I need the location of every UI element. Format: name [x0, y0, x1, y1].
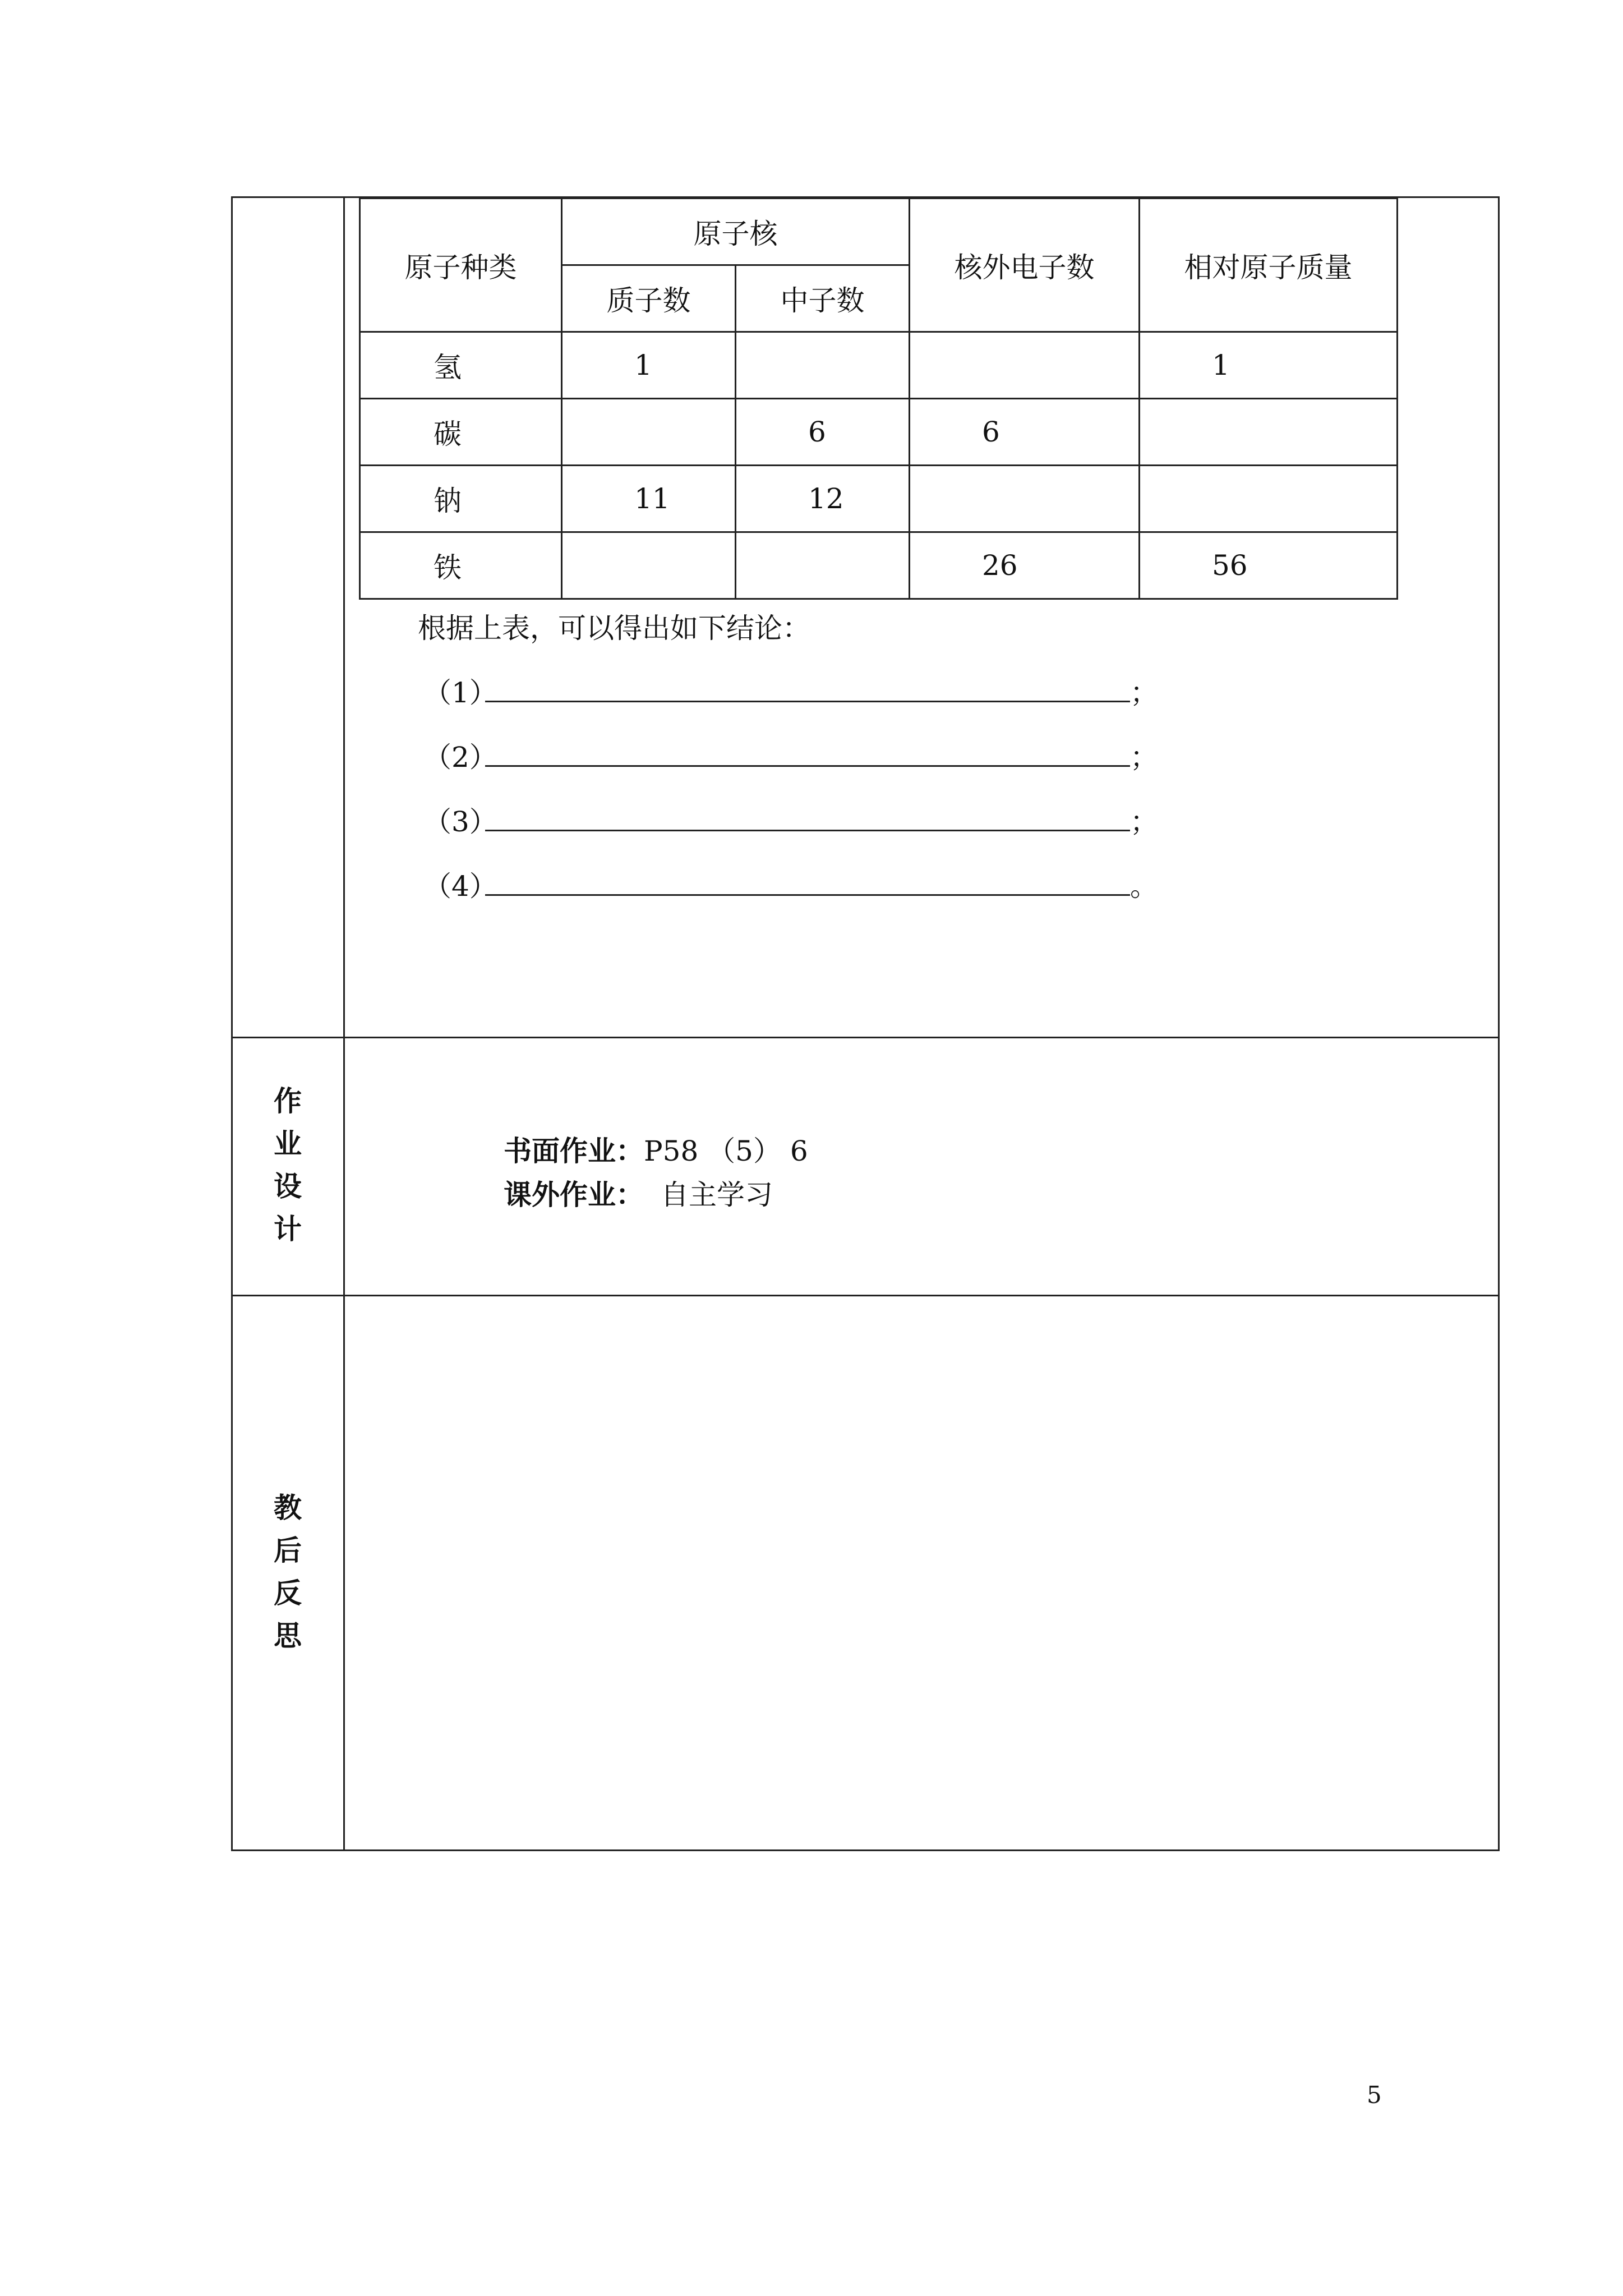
- blank-index: （4）: [423, 870, 497, 903]
- cell-neutrons: [736, 332, 910, 399]
- table-row: [360, 466, 1398, 532]
- label-char: 后: [274, 1534, 302, 1567]
- conclusion-blank-3: [423, 799, 1158, 840]
- cell-protons: [562, 399, 736, 466]
- label-char: 作: [274, 1084, 302, 1117]
- cell-mass: [1140, 399, 1398, 466]
- cell-electrons: 6: [910, 399, 1140, 466]
- header-relative-mass: 相对原子质量: [1140, 199, 1398, 332]
- cell-kind: 铁: [360, 532, 562, 599]
- cell-kind: 氢: [360, 332, 562, 399]
- page-number: 5: [1367, 2081, 1382, 2109]
- cell-neutrons: [736, 532, 910, 599]
- cell-kind: 钠: [360, 466, 562, 532]
- written-homework-value: P58 （5） 6: [644, 1135, 808, 1167]
- cell-mass: 56: [1140, 532, 1398, 599]
- row-divider-homework: [231, 1037, 1500, 1038]
- fill-in-line[interactable]: [485, 830, 1130, 831]
- cell-electrons: 26: [910, 532, 1140, 599]
- header-electrons: 核外电子数: [910, 199, 1140, 332]
- label-char: 设: [274, 1170, 302, 1203]
- label-char: 思: [274, 1619, 302, 1652]
- label-char: 反: [274, 1576, 302, 1609]
- conclusion-intro: 根据上表，可以得出如下结论：: [418, 612, 810, 645]
- extra-homework: [504, 1172, 773, 1213]
- cell-protons: [562, 532, 736, 599]
- blank-end-mark: ；: [1130, 677, 1158, 709]
- written-homework: [504, 1129, 808, 1169]
- header-atom-kind: 原子种类: [360, 199, 562, 332]
- homework-design-label: [273, 1080, 303, 1250]
- header-protons: 质子数: [562, 265, 736, 332]
- table-row: [360, 399, 1398, 466]
- label-char: 业: [274, 1127, 302, 1160]
- blank-index: （2）: [423, 741, 497, 774]
- blank-end-mark: ；: [1130, 741, 1158, 774]
- fill-in-line[interactable]: [485, 894, 1130, 896]
- blank-end-mark: 。: [1130, 870, 1158, 903]
- extra-homework-value: 自主学习: [661, 1179, 773, 1211]
- cell-mass: [1140, 466, 1398, 532]
- blank-index: （3）: [423, 806, 497, 838]
- cell-mass: 1: [1140, 332, 1398, 399]
- conclusion-blank-1: [423, 670, 1158, 711]
- atom-structure-table: [359, 197, 1398, 600]
- cell-neutrons: 6: [736, 399, 910, 466]
- row-divider-reflection: [231, 1295, 1500, 1296]
- label-char: 教: [274, 1491, 302, 1524]
- cell-protons: 1: [562, 332, 736, 399]
- label-char: 计: [274, 1212, 302, 1245]
- blank-index: （1）: [423, 677, 497, 709]
- blank-end-mark: ；: [1130, 806, 1158, 838]
- extra-homework-label: 课外作业：: [504, 1178, 644, 1211]
- cell-electrons: [910, 466, 1140, 532]
- conclusion-blank-2: [423, 735, 1158, 775]
- fill-in-line[interactable]: [485, 701, 1130, 702]
- cell-kind: 碳: [360, 399, 562, 466]
- table-row: [360, 532, 1398, 599]
- cell-electrons: [910, 332, 1140, 399]
- conclusion-blank-4: [423, 864, 1158, 904]
- cell-protons: 11: [562, 466, 736, 532]
- reflection-label: [273, 1487, 303, 1657]
- label-column-divider: [343, 196, 345, 1851]
- header-nucleus: 原子核: [562, 199, 910, 265]
- header-neutrons: 中子数: [736, 265, 910, 332]
- written-homework-label: 书面作业：: [504, 1134, 644, 1167]
- fill-in-line[interactable]: [485, 765, 1130, 767]
- cell-neutrons: 12: [736, 466, 910, 532]
- table-row: [360, 332, 1398, 399]
